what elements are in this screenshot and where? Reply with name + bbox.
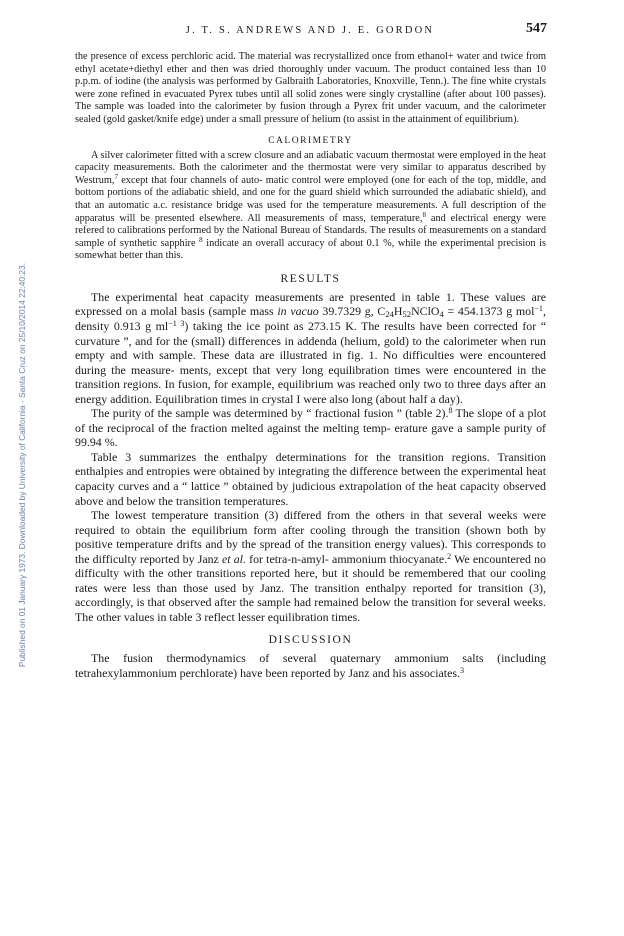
text-run: , density 0.913 g ml <box>75 304 546 333</box>
superscript: −1 3 <box>168 319 185 328</box>
results-heading: RESULTS <box>280 272 341 285</box>
italic-run: et al. <box>222 551 246 566</box>
subscript: 52 <box>402 309 412 320</box>
results-paragraph-4 <box>75 508 546 624</box>
article-body <box>75 51 546 681</box>
text-run: except that four channels of auto- matic control were employed (one for each of the top, middle, and bottom portions of the adiabatic shield, and one for the guard shield which surrounded the adiabatic shield), and that an automatic a.c. resistance bridge was used for the temperature measurements. A full description of the apparatus will be presented elsewhere. All measurements of mass, temperature, <box>75 174 546 224</box>
text-run: We encountered no difficulty with the other transitions reported here, but it should be remembered that our cooling rates were less than those used by Janz. The transition enthalpy reported for transition (3), accordingly, is that observed after the sample had remained below the transition for several weeks. The other values in table 3 reflect lesser equilibration times. <box>75 551 546 624</box>
text-run: A silver calorimeter fitted with a screw closure and an adiabatic vacuum thermostat were employed in the heat capacity measurements. Both the calorimeter and the thermostat were very similar to apparatus described by Westrum, <box>75 149 546 186</box>
subscript: 4 <box>439 309 444 320</box>
calorimetry-heading: CALORIMETRY <box>268 135 353 146</box>
discussion-paragraph <box>75 651 546 680</box>
reference-marker: 3 <box>459 666 465 676</box>
page-header <box>75 21 545 39</box>
italic-run: in vacuo <box>277 304 319 319</box>
text-run: 39.7329 g, C <box>318 304 386 319</box>
download-watermark-text: Published on 01 January 1973. Downloaded by University of California - Santa Cruz on 25/10/2014 22:40:23. <box>17 262 27 668</box>
calorimetry-paragraph <box>75 150 546 263</box>
reference-marker: 8 <box>422 210 426 219</box>
intro-paragraph: the presence of excess perchloric acid. The material was recrystallized once from ethanol+ water and twice from ethyl acetate+diethyl ether and then was dried thoroughly under vacuum. The product contained less than 10 p.p.m. of iodine (the analysis was performed by Galbraith Laboratories, Knoxville, Tenn.). The fine white crystals were zone refined in evacuated Pyrex tubes until all solid zones were singly crystalline (after about 100 passes). The sample was loaded into the calorimeter by fusion through a Pyrex frit under vacuum, and the calorimeter sealed (gold gasket/knife edge) under a small pressure of helium (to assist in the attainment of equilibrium). <box>75 51 546 125</box>
reference-marker: 2 <box>447 551 452 561</box>
results-paragraph-3: Table 3 summarizes the enthalpy determinations for the transition regions. Transition enthalpies and entropies were obtained by integrating the difference between the experimental heat capacity curves and a “ lattice ” obtained by judicious extrapolation of the heat capacity observed above and below the transition temperatures. <box>75 449 546 508</box>
text-run: The fusion thermodynamics of several quaternary ammonium salts (including tetrahexylammonium perchlorate) have been reported by Janz and his associates. <box>75 651 546 681</box>
text-run: The slope of a plot of the reciprocal of the fraction melted against the melting temp- erature gave a sample purity of 99.94 %. <box>75 406 546 450</box>
reference-marker: 8 <box>199 235 203 244</box>
text-run: indicate an overall accuracy of about 0.1 %, while the experimental precision is somewhat better than this. <box>75 237 547 262</box>
results-paragraph-2 <box>75 406 546 450</box>
page-number: 547 <box>526 21 547 36</box>
results-paragraph-1 <box>75 290 546 406</box>
superscript: −1 <box>534 304 543 314</box>
text-run: for tetra-n-amyl- ammonium thiocyanate. <box>245 551 448 566</box>
text-run: = 454.1373 g mol <box>443 304 535 319</box>
subscript: 24 <box>385 309 394 320</box>
text-run: and electrical energy were refered to calibrations performed by the National Bureau of Standards. The results of measurements on a standard sample of synthetic sapphire <box>75 212 546 249</box>
text-run: The lowest temperature transition (3) differed from the others in that several weeks were required to obtain the equilibrium form after cooling through the transition (shown both by positive temperature drifts and by the spread of the transition energy values). This corresponds to the difficulty reported by Janz <box>75 508 546 566</box>
reference-marker: 8 <box>448 406 453 416</box>
text-run: The purity of the sample was determined by “ fractional fusion ” (table 2). <box>91 406 449 421</box>
text-run: H <box>393 304 403 319</box>
running-head: J. T. S. ANDREWS AND J. E. GORDON <box>185 25 435 36</box>
text-run: NClO <box>411 304 440 319</box>
text-run: The experimental heat capacity measurements are presented in table 1. These values are expressed on a molal basis (sample mass <box>75 289 546 319</box>
discussion-heading: DISCUSSION <box>268 634 353 647</box>
reference-marker: 7 <box>114 172 118 181</box>
text-run: ) taking the ice point as 273.15 K. The results have been corrected for “ curvature ”, and for the (small) differences in addenda (helium, gold) to the calorimeter when run empty and with sample. These data are illustrated in fig. 1. No difficulties were encountered during the measure- ments, except that very long equilibration times were encountered in the transition regions. In fusion, for example, equilibrium was reached only two to three days after an energy addition. Equilibration times in crystal I were also long (about half a day). <box>75 319 546 406</box>
